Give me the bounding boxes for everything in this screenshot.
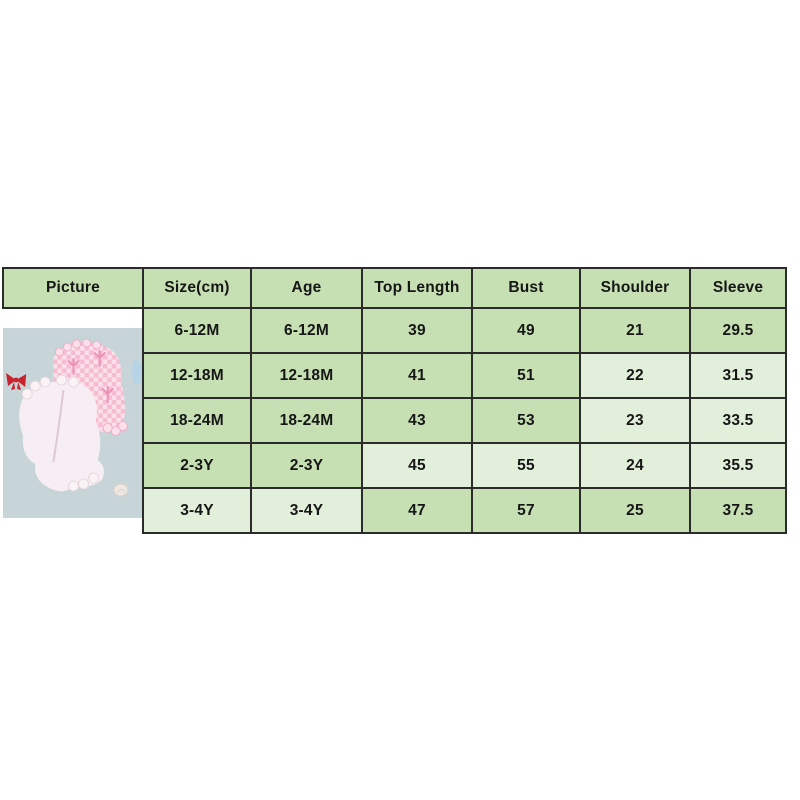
cell-sleeve-3: 35.5 [690, 443, 786, 488]
cell-toplen-2: 43 [362, 398, 472, 443]
shell [114, 484, 128, 496]
cell-shoulder-1: 22 [580, 353, 690, 398]
header-row [3, 268, 786, 308]
cell-shoulder-3: 24 [580, 443, 690, 488]
col-header-picture: Picture [3, 268, 143, 308]
cell-bust-4: 57 [472, 488, 580, 533]
table-row [3, 308, 786, 353]
cell-toplen-0: 39 [362, 308, 472, 353]
cell-toplen-4: 47 [362, 488, 472, 533]
size-chart-table [2, 267, 787, 534]
cell-age-0: 6-12M [251, 308, 362, 353]
cell-size-4: 3-4Y [143, 488, 251, 533]
cell-bust-1: 51 [472, 353, 580, 398]
product-photo [3, 328, 142, 518]
cell-sleeve-4: 37.5 [690, 488, 786, 533]
cell-toplen-1: 41 [362, 353, 472, 398]
blue-fabric [132, 360, 142, 384]
cell-size-3: 2-3Y [143, 443, 251, 488]
cell-bust-3: 55 [472, 443, 580, 488]
cell-sleeve-1: 31.5 [690, 353, 786, 398]
cell-age-3: 2-3Y [251, 443, 362, 488]
cell-toplen-3: 45 [362, 443, 472, 488]
col-header-age: Age [251, 268, 362, 308]
cell-sleeve-0: 29.5 [690, 308, 786, 353]
cell-age-2: 18-24M [251, 398, 362, 443]
product-photo-cell [3, 308, 143, 533]
col-header-sleeve: Sleeve [690, 268, 786, 308]
cell-age-4: 3-4Y [251, 488, 362, 533]
cell-sleeve-2: 33.5 [690, 398, 786, 443]
cell-bust-0: 49 [472, 308, 580, 353]
cell-size-2: 18-24M [143, 398, 251, 443]
cell-shoulder-0: 21 [580, 308, 690, 353]
col-header-top-length: Top Length [362, 268, 472, 308]
col-header-size: Size(cm) [143, 268, 251, 308]
cell-age-1: 12-18M [251, 353, 362, 398]
cell-size-0: 6-12M [143, 308, 251, 353]
cell-size-1: 12-18M [143, 353, 251, 398]
col-header-shoulder: Shoulder [580, 268, 690, 308]
cell-bust-2: 53 [472, 398, 580, 443]
cell-shoulder-4: 25 [580, 488, 690, 533]
col-header-bust: Bust [472, 268, 580, 308]
cell-shoulder-2: 23 [580, 398, 690, 443]
